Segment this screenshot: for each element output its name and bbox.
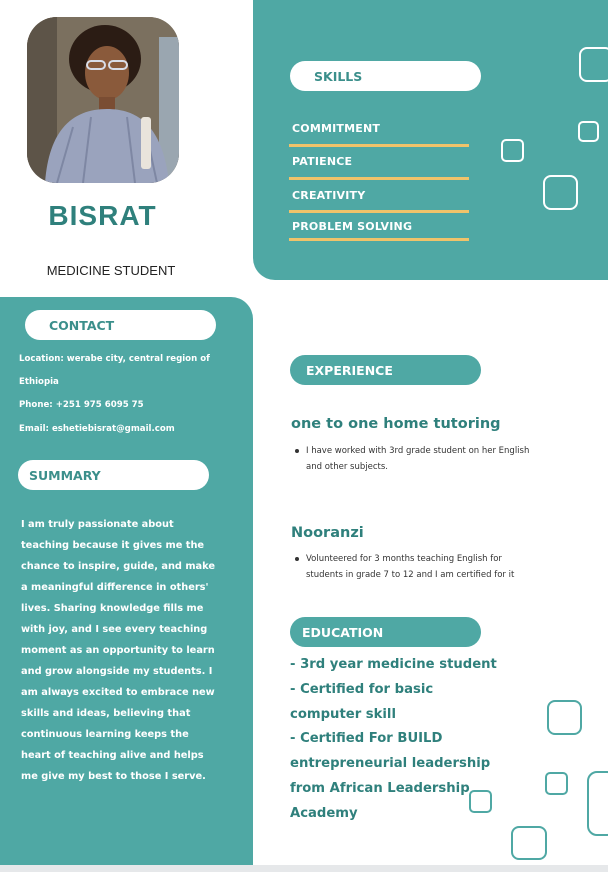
education-line: - Certified For BUILD [290,731,443,747]
skill-item: COMMITMENT [292,122,381,135]
contact-email: Email: eshetiebisrat@gmail.com [19,424,175,434]
summary-text: I am truly passionate about teaching because it gives me the chance to inspire, guide, and make a meaningful difference in others' lives. Sharing knowledge fills me with joy, and I see every teaching moment as an opportunity to learn and grow alongside my students. I am always excited to embrace new skills and ideas, believing that continuous learning keeps the heart of teaching alive and helps me give my best to those I serve. [21,519,216,782]
job-description-line: and other subjects. [306,462,388,472]
education-line: from African Leadership [290,780,470,796]
decor-square [578,121,599,142]
experience-heading: EXPERIENCE [290,355,481,385]
contact-heading: CONTACT [25,310,216,340]
decor-square [469,790,492,813]
decor-square [501,139,524,162]
job-description [306,551,566,583]
skill-divider [289,210,469,213]
skill-item: PATIENCE [292,155,353,168]
profile-photo [27,17,179,183]
contact-location-cont: Ethiopia [19,377,59,387]
skill-divider [289,144,469,147]
profile-role: MEDICINE STUDENT [46,263,176,278]
skill-item: CREATIVITY [292,189,366,202]
contact-location: Location: werabe city, central region of [19,354,210,364]
decor-square [511,826,547,860]
decor-square [587,771,608,836]
job-title: Nooranzi [291,525,364,541]
decor-square [547,700,582,735]
job-title: one to one home tutoring [291,416,501,432]
job-description-line: students in grade 7 to 12 and I am certified for it [306,570,515,580]
skill-divider [289,177,469,180]
skills-heading: SKILLS [290,61,481,91]
skill-divider [289,238,469,241]
skill-item: PROBLEM SOLVING [292,220,413,233]
job-description-line: I have worked with 3rd grade student on her English [306,446,530,456]
education-line: Academy [290,805,358,821]
decor-square [543,175,578,210]
page-bottom-edge [0,865,608,872]
decor-square [545,772,568,795]
education-line: - Certified for basic [290,681,434,697]
profile-name: BISRAT [48,200,157,231]
contact-phone: Phone: +251 975 6095 75 [19,400,144,410]
job-description [306,443,566,475]
education-line: - 3rd year medicine student [290,657,497,672]
education-line: entrepreneurial leadership [290,756,491,772]
decor-square [579,47,608,82]
job-description-line: Volunteered for 3 months teaching English for [306,554,502,564]
education-line: computer skill [290,706,396,722]
education-heading: EDUCATION [290,617,481,647]
summary-heading: SUMMARY [18,460,209,490]
